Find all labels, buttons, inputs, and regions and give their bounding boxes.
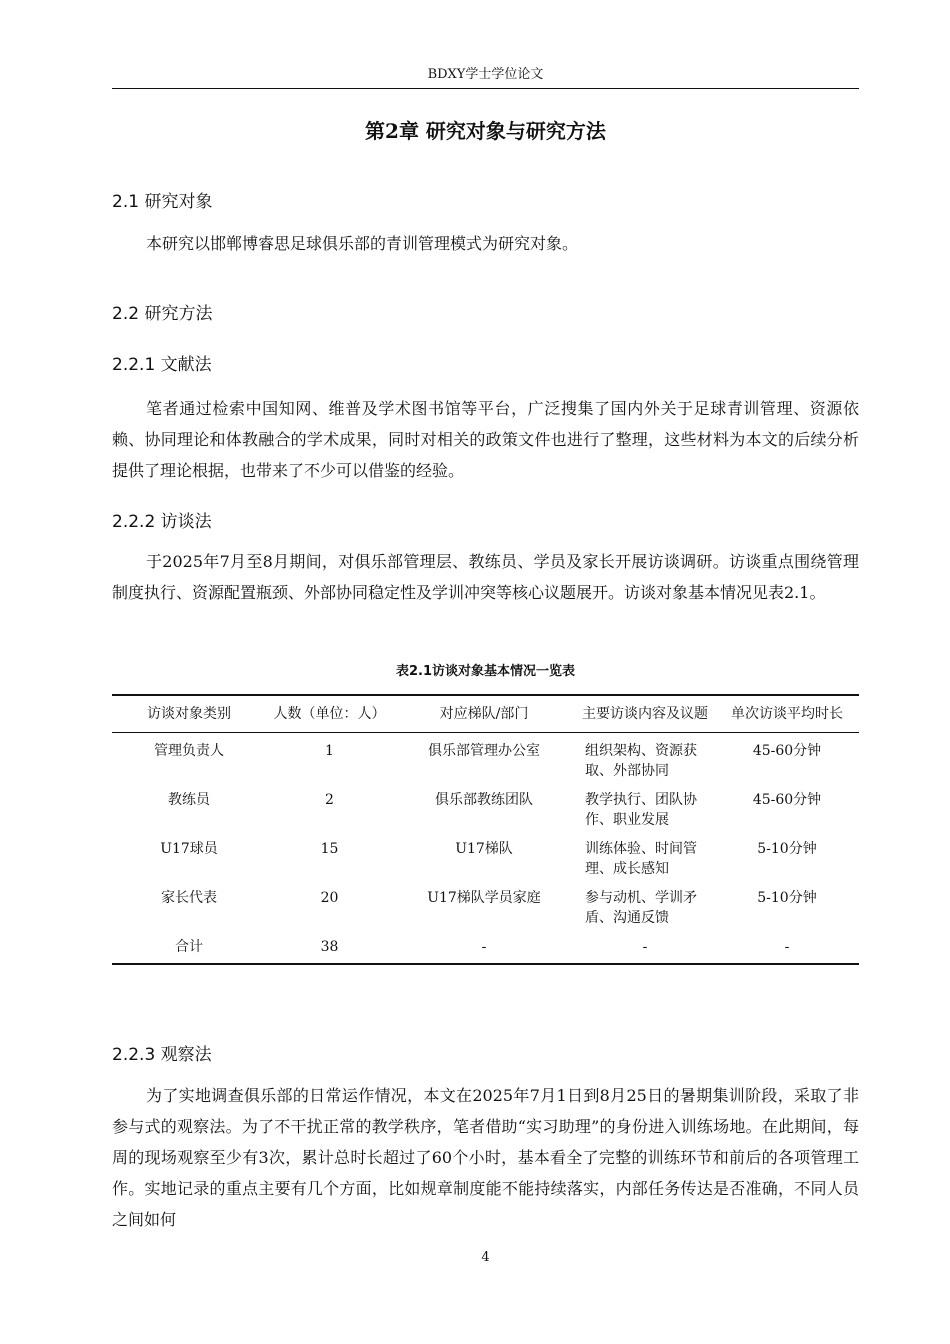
column-header: 访谈对象类别 [147, 706, 231, 722]
running-header: BDXY学士学位论文 [427, 67, 544, 82]
column-header: 单次访谈平均时长 [731, 706, 843, 722]
paragraph: 本研究以邯郸博睿思足球俱乐部的青训管理模式为研究对象。 [146, 234, 579, 253]
table-row [112, 782, 859, 831]
table-cell: 参与动机、学训矛盾、沟通反馈 [585, 890, 697, 926]
table-cell: 5-10分钟 [757, 890, 817, 906]
table-row [112, 880, 859, 929]
section-heading-2-2-2: 2.2.2 访谈法 [112, 512, 212, 532]
column-header: 人数（单位：人） [273, 706, 386, 722]
table-cell: 15 [320, 841, 339, 857]
table-cell: 教学执行、团队协作、职业发展 [585, 792, 697, 828]
table-cell: 俱乐部管理办公室 [428, 743, 540, 759]
table-cell: 家长代表 [161, 890, 217, 906]
section-2-2-3-body [112, 1080, 859, 1235]
section-heading-2-2: 2.2 研究方法 [112, 304, 213, 324]
paragraph: 为了实地调查俱乐部的日常运作情况，本文在2025年7月1日到8月25日的暑期集训阶段，采取了非参与式的观察法。为了不干扰正常的教学秩序，笔者借助“实习助理”的身份进入训练场地。在此期间，每周的现场观察至少有3次，累计总时长超过了60个小时，基本看全了完整的训练环节和前后的各项管理工作。实地记录的重点主要有几个方面，比如规章制度能不能持续落实，内部任务传达是否准确，不同人员之间如何 [112, 1086, 859, 1229]
table-cell: U17球员 [160, 841, 218, 857]
table-cell: 教练员 [168, 792, 210, 808]
table-cell: U17梯队 [455, 841, 513, 857]
table-cell: 2 [325, 792, 334, 808]
column-header: 对应梯队/部门 [439, 706, 529, 722]
table-caption: 表2.1访谈对象基本情况一览表 [395, 664, 576, 679]
table-cell: 管理负责人 [154, 743, 224, 759]
table-cell: - [784, 939, 790, 955]
page-number: 4 [481, 1250, 490, 1265]
header-rule [112, 88, 859, 89]
table-cell: 5-10分钟 [757, 841, 817, 857]
section-2-2-2-body [112, 546, 859, 608]
table-cell: 俱乐部教练团队 [435, 792, 533, 808]
section-heading-2-2-1: 2.2.1 文献法 [112, 355, 212, 375]
table-header-row [112, 695, 859, 733]
table-cell: 20 [320, 890, 339, 906]
table-row [112, 733, 859, 783]
table-cell: 组织架构、资源获取、外部协同 [585, 743, 697, 779]
table-cell: 38 [320, 939, 339, 955]
table-row [112, 831, 859, 880]
column-header: 主要访谈内容及议题 [582, 706, 708, 722]
table-cell: - [481, 939, 487, 955]
section-2-1-body [112, 228, 859, 259]
paragraph: 笔者通过检索中国知网、维普及学术图书馆等平台，广泛搜集了国内外关于足球青训管理、资源依赖、协同理论和体教融合的学术成果，同时对相关的政策文件也进行了整理，这些材料为本文的后续分析提供了理论根据，也带来了不少可以借鉴的经验。 [112, 399, 859, 480]
table-row [112, 929, 859, 964]
table-cell: 1 [325, 743, 334, 759]
table-cell: 45-60分钟 [752, 743, 822, 759]
table-cell: 训练体验、时间管理、成长感知 [585, 841, 697, 877]
table-cell: 45-60分钟 [752, 792, 822, 808]
interview-table [112, 694, 859, 965]
table-cell: U17梯队学员家庭 [427, 890, 541, 906]
chapter-title: 第2章 研究对象与研究方法 [365, 119, 606, 143]
section-heading-2-2-3: 2.2.3 观察法 [112, 1045, 212, 1065]
section-2-2-1-body [112, 393, 859, 486]
table-cell: 合计 [175, 939, 203, 955]
paragraph: 于2025年7月至8月期间，对俱乐部管理层、教练员、学员及家长开展访谈调研。访谈重点围绕管理制度执行、资源配置瓶颈、外部协同稳定性及学训冲突等核心议题展开。访谈对象基本情况见表2.1。 [112, 552, 859, 602]
section-heading-2-1: 2.1 研究对象 [112, 192, 213, 212]
table-cell: - [642, 939, 648, 955]
